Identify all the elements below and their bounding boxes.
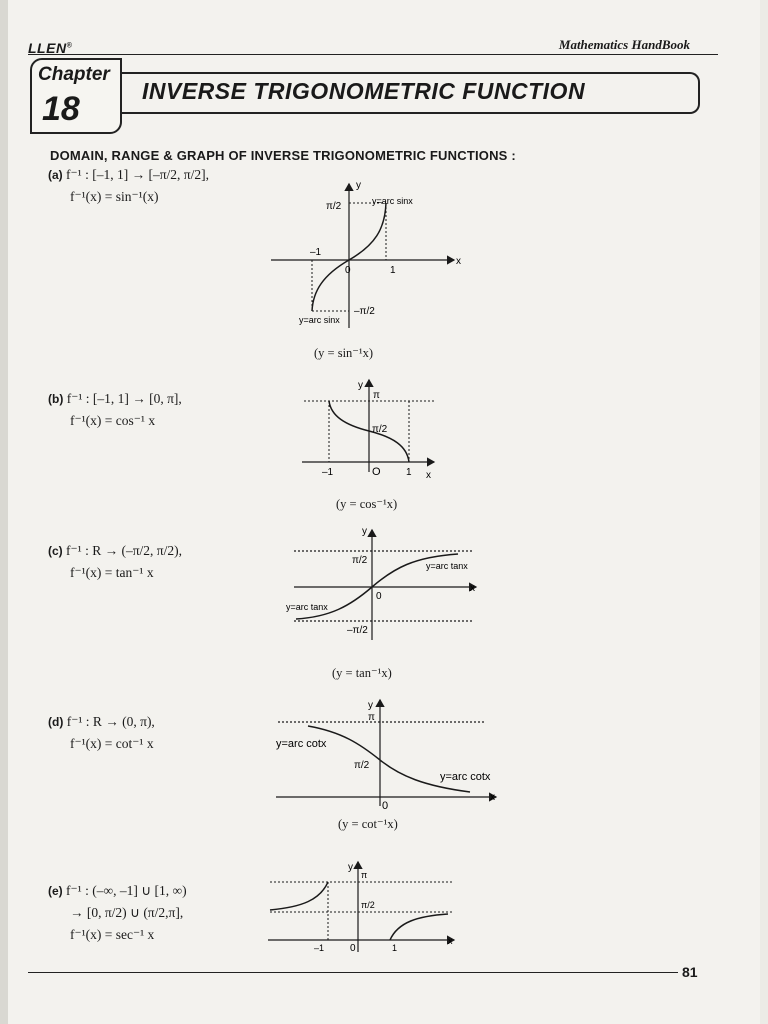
header-rule <box>28 54 718 55</box>
curve-label-left: y=arc cotx <box>276 738 327 750</box>
tick-neg-one: –1 <box>310 247 322 258</box>
item-definition: f⁻¹(x) = cot⁻¹ x <box>70 736 154 751</box>
caption-arccos: (y = cos⁻¹x) <box>336 497 398 511</box>
footer-rule <box>28 972 678 973</box>
chapter-number: 18 <box>42 90 80 128</box>
curve-label-left: y=arc tanx <box>286 602 328 612</box>
curve-label-top: y=arc sinx <box>372 196 413 206</box>
arcsec-branch-right <box>390 914 448 940</box>
tick-origin: 0 <box>382 800 389 812</box>
item-label: (e) <box>48 884 63 898</box>
caption-arccot: (y = cot⁻¹x) <box>338 817 398 831</box>
tick-neg-one: –1 <box>322 467 334 478</box>
tick-pi: π <box>368 712 375 723</box>
tick-origin: O <box>372 466 381 478</box>
item-definition: f⁻¹(x) = sec⁻¹ x <box>70 927 155 942</box>
item-label: (c) <box>48 544 63 558</box>
item-label: (a) <box>48 168 63 182</box>
item-label: (b) <box>48 392 64 406</box>
x-axis-label: x <box>470 583 475 594</box>
item-b-text <box>48 388 182 432</box>
item-label: (d) <box>48 715 64 729</box>
chapter-word: Chapter <box>38 64 110 85</box>
graph-arcsin <box>266 178 466 338</box>
caption-arctan: (y = tan⁻¹x) <box>332 666 392 680</box>
caption-arcsin: (y = sin⁻¹x) <box>314 346 374 360</box>
x-axis-label: x <box>448 936 453 946</box>
item-definition: f⁻¹(x) = sin⁻¹(x) <box>70 189 159 204</box>
tick-origin: 0 <box>376 591 382 602</box>
item-mapping: f⁻¹ : [–1, 1] → [0, π], <box>66 391 182 406</box>
item-a-text <box>48 164 209 208</box>
tick-top: π/2 <box>326 201 342 212</box>
tick-pi: π <box>361 870 368 880</box>
tick-origin: 0 <box>345 265 351 276</box>
page-edge <box>0 0 8 1024</box>
tick-pi: π <box>373 390 380 401</box>
tick-half-pi: π/2 <box>354 760 370 771</box>
running-head: Mathematics HandBook <box>558 37 690 52</box>
handbook-page <box>8 0 760 1024</box>
item-mapping: f⁻¹ : R → (–π/2, π/2), <box>66 543 182 558</box>
page-number: 81 <box>682 964 698 980</box>
x-axis-label: x <box>456 256 461 267</box>
tick-one: 1 <box>406 467 412 478</box>
tick-half-pi: π/2 <box>372 424 388 435</box>
publisher-logo: LLEN® <box>28 40 73 56</box>
y-axis-label: y <box>356 180 361 191</box>
y-axis-label: y <box>362 526 367 537</box>
tick-half-pi: π/2 <box>361 900 375 910</box>
item-mapping: f⁻¹ : [–1, 1] → [–π/2, π/2], <box>66 167 209 182</box>
curve-label-bottom: y=arc sinx <box>299 315 340 325</box>
item-d-text <box>48 711 155 755</box>
item-definition: f⁻¹(x) = tan⁻¹ x <box>70 565 154 580</box>
item-c-text <box>48 540 182 584</box>
tick-one: 1 <box>390 265 396 276</box>
tick-bottom: –π/2 <box>347 625 368 636</box>
item-mapping: f⁻¹ : (–∞, –1] ∪ [1, ∞) <box>66 883 187 898</box>
curve-label-right: y=arc cotx <box>440 771 491 783</box>
item-definition: f⁻¹(x) = cos⁻¹ x <box>70 413 156 428</box>
tick-origin: 0 <box>350 943 356 954</box>
chapter-title: INVERSE TRIGONOMETRIC FUNCTION <box>142 78 586 104</box>
item-mapping: f⁻¹ : R → (0, π), <box>66 714 155 729</box>
x-axis-label: x <box>490 792 495 803</box>
graph-arccos <box>298 374 448 486</box>
section-heading: DOMAIN, RANGE & GRAPH OF INVERSE TRIGONOMETRIC FUNCTIONS : <box>50 148 516 163</box>
item-mapping-continued: → [0, π/2) ∪ (π/2,π], <box>70 905 184 920</box>
y-axis-label: y <box>348 862 353 873</box>
arcsec-branch-left <box>270 882 328 910</box>
y-axis-label: y <box>368 700 373 711</box>
item-e-text <box>48 880 187 946</box>
y-axis-label: y <box>358 380 363 391</box>
x-axis-label: x <box>426 470 431 481</box>
graph-arccot <box>264 694 504 814</box>
curve-label-right: y=arc tanx <box>426 561 468 571</box>
tick-neg-one: –1 <box>314 943 325 953</box>
tick-bottom: –π/2 <box>354 306 375 317</box>
tick-one: 1 <box>392 943 398 953</box>
chapter-title-box <box>120 72 700 114</box>
tick-top: π/2 <box>352 555 368 566</box>
graph-arctan <box>280 524 490 644</box>
graph-arcsec <box>262 856 462 960</box>
chapter-badge <box>30 58 122 134</box>
